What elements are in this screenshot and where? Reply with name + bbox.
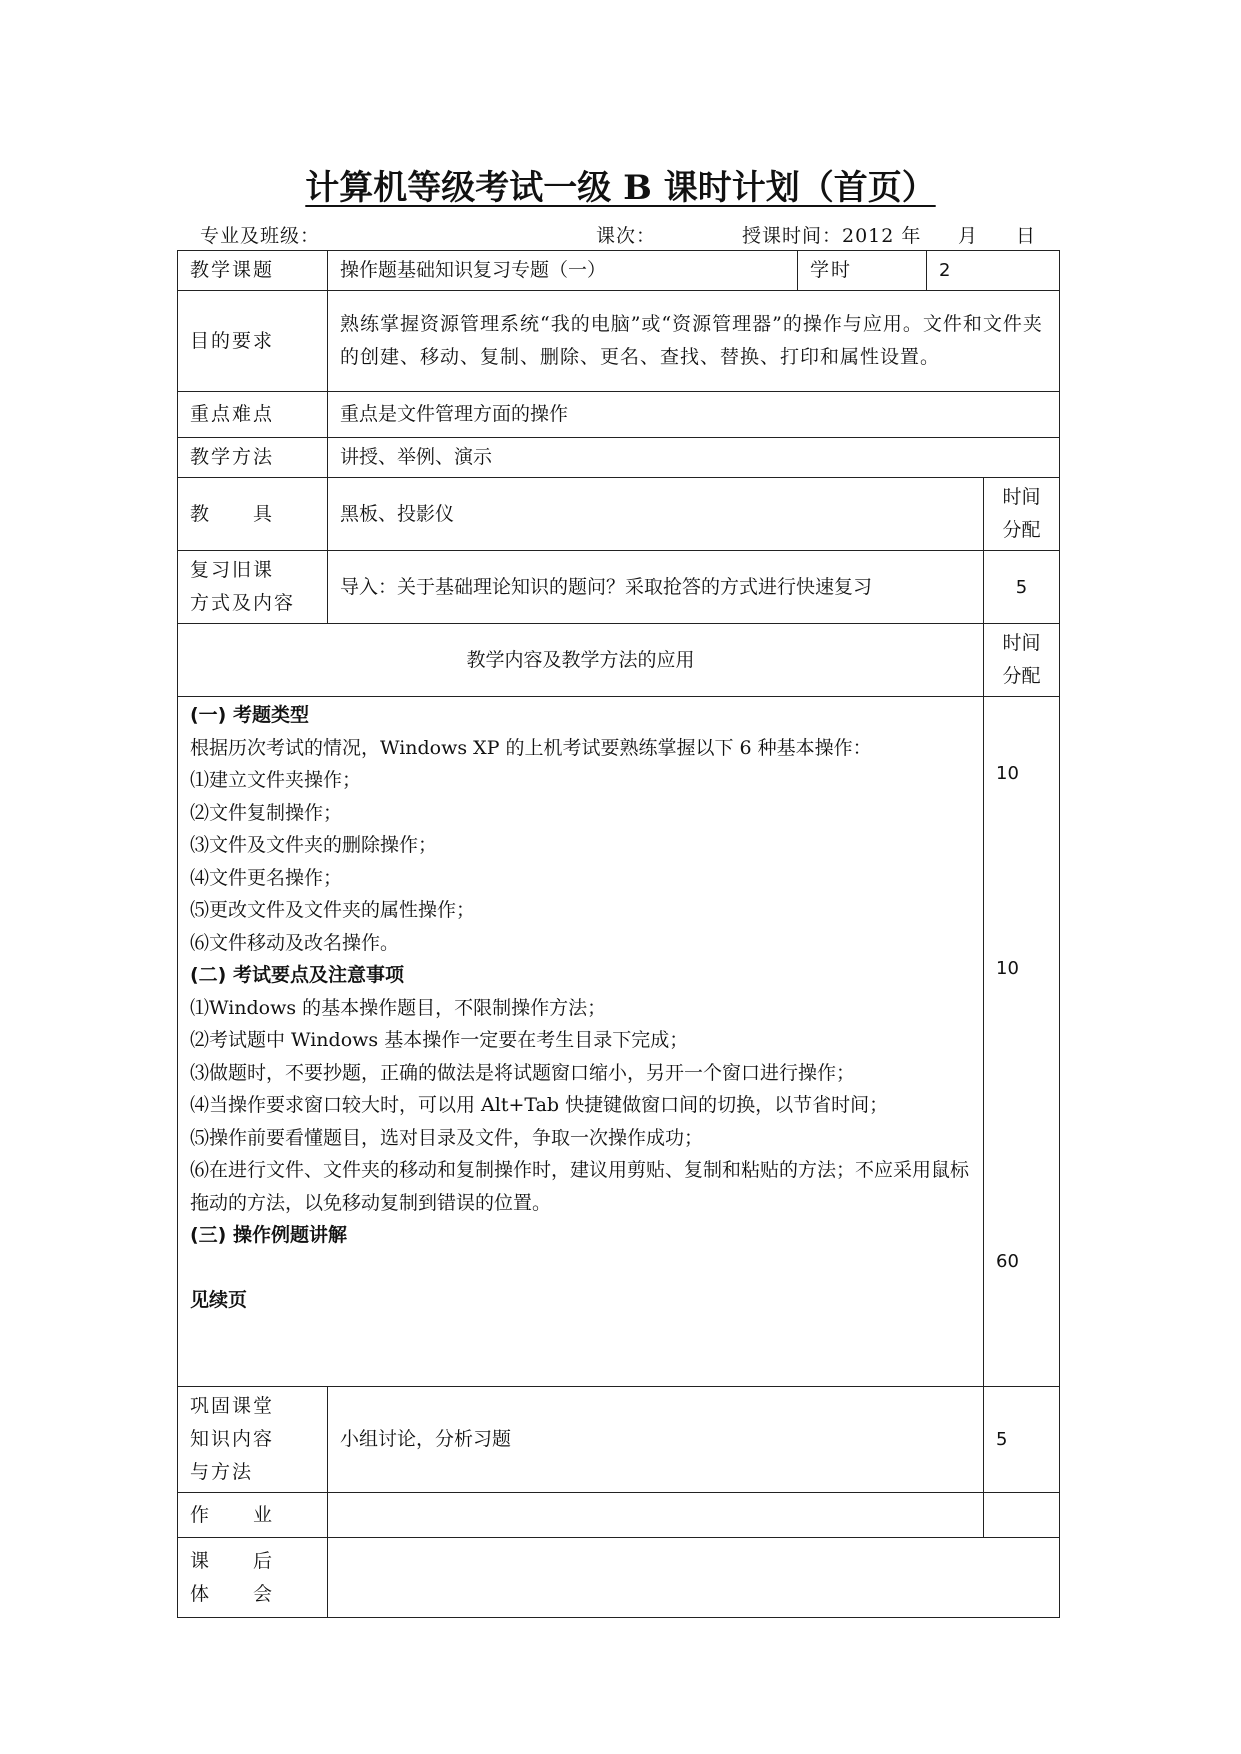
table-row-reflection: [178, 1538, 1060, 1618]
hours-value: 2: [927, 251, 1060, 291]
reflection-label: 课 后 体 会: [178, 1538, 328, 1618]
section-3-title: (三) 操作例题讲解: [190, 1224, 347, 1246]
time-allocation-header: 时间 分配: [984, 478, 1060, 551]
lesson-plan-table: [177, 250, 1060, 1618]
month-label: 月: [958, 225, 979, 247]
homework-label: 作 业: [178, 1493, 328, 1538]
list-item: ⑷当操作要求窗口较大时，可以用 Alt+Tab 快捷键做窗口间的切换，以节省时间；: [190, 1094, 889, 1116]
time-value: 10: [996, 763, 1019, 784]
list-item: ⑴建立文件夹操作；: [190, 769, 362, 791]
method-label: 教学方法: [178, 438, 328, 478]
review-value: 导入：关于基础理论知识的题问？采取抢答的方式进行快速复习: [328, 551, 984, 624]
topic-value: 操作题基础知识复习专题（一）: [328, 251, 798, 291]
continued-note: 见续页: [190, 1288, 248, 1311]
list-item: ⑶文件及文件夹的删除操作；: [190, 834, 438, 856]
method-value: 讲授、举例、演示: [328, 438, 1060, 478]
review-label: 复习旧课 方式及内容: [178, 551, 328, 624]
table-row-method: [178, 438, 1060, 478]
section-2-title: (二) 考试要点及注意事项: [190, 964, 404, 986]
table-row-content-header: [178, 624, 1060, 697]
table-row-consolidate: [178, 1387, 1060, 1493]
reflection-value: [328, 1538, 1060, 1618]
table-row-content: [178, 697, 1060, 1387]
list-item: ⑵文件复制操作；: [190, 801, 343, 824]
consolidate-label: 巩固课堂 知识内容 与方法: [178, 1387, 328, 1493]
day-label: 日: [1016, 225, 1037, 247]
major-class-label: 专业及班级：: [200, 225, 321, 247]
page-title: 计算机等级考试一级 B 课时计划（首页）: [305, 168, 936, 208]
table-row-key: [178, 392, 1060, 438]
consolidate-time: 5: [984, 1387, 1060, 1493]
list-item: ⑹在进行文件、文件夹的移动和复制操作时，建议用剪贴、复制和粘贴的方法；不应采用鼠标拖动的方法，以免移动复制到错误的位置。: [190, 1159, 970, 1214]
section-1-title: (一) 考题类型: [190, 704, 309, 726]
list-item: ⑷文件更名操作；: [190, 866, 343, 889]
content-time-allocation: [984, 697, 1060, 1387]
teach-time-label: 授课时间：2012 年: [742, 225, 922, 247]
content-header: 教学内容及教学方法的应用: [178, 624, 984, 697]
list-item: ⑸操作前要看懂题目，选对目录及文件，争取一次操作成功；: [190, 1126, 704, 1149]
table-row-topic: [178, 251, 1060, 291]
time-value: 60: [996, 1251, 1019, 1272]
teaching-content: [178, 697, 984, 1387]
list-item: ⑴Windows 的基本操作题目，不限制操作方法；: [190, 996, 607, 1019]
hours-label: 学时: [798, 251, 927, 291]
time-allocation-header-2: 时间 分配: [984, 624, 1060, 697]
section-1-intro: 根据历次考试的情况，Windows XP 的上机考试要熟练掌握以下 6 种基本操作：: [190, 736, 872, 759]
key-value: 重点是文件管理方面的操作: [328, 392, 1060, 438]
review-time: 5: [984, 551, 1060, 624]
list-item: ⑶做题时，不要抄题，正确的做法是将试题窗口缩小，另开一个窗口进行操作；: [190, 1061, 856, 1084]
lesson-no-label: 课次：: [596, 225, 657, 247]
topic-label: 教学课题: [178, 251, 328, 291]
homework-time: [984, 1493, 1060, 1538]
time-value: 10: [996, 958, 1019, 979]
tools-value: 黑板、投影仪: [328, 478, 984, 551]
table-row-review: [178, 551, 1060, 624]
goal-value: 熟练掌握资源管理系统“我的电脑”或“资源管理器”的操作与应用。文件和文件夹的创建、移动、复制、删除、更名、查找、替换、打印和属性设置。: [328, 291, 1060, 392]
consolidate-value: 小组讨论，分析习题: [328, 1387, 984, 1493]
table-row-goal: [178, 291, 1060, 392]
table-row-tools: [178, 478, 1060, 551]
list-item: ⑵考试题中 Windows 基本操作一定要在考生目录下完成；: [190, 1029, 689, 1051]
goal-label: 目的要求: [178, 291, 328, 392]
table-row-homework: [178, 1493, 1060, 1538]
list-item: ⑸更改文件及文件夹的属性操作；: [190, 899, 476, 921]
key-label: 重点难点: [178, 392, 328, 438]
homework-value: [328, 1493, 984, 1538]
tools-label: 教 具: [178, 478, 328, 551]
list-item: ⑹文件移动及改名操作。: [190, 931, 400, 954]
